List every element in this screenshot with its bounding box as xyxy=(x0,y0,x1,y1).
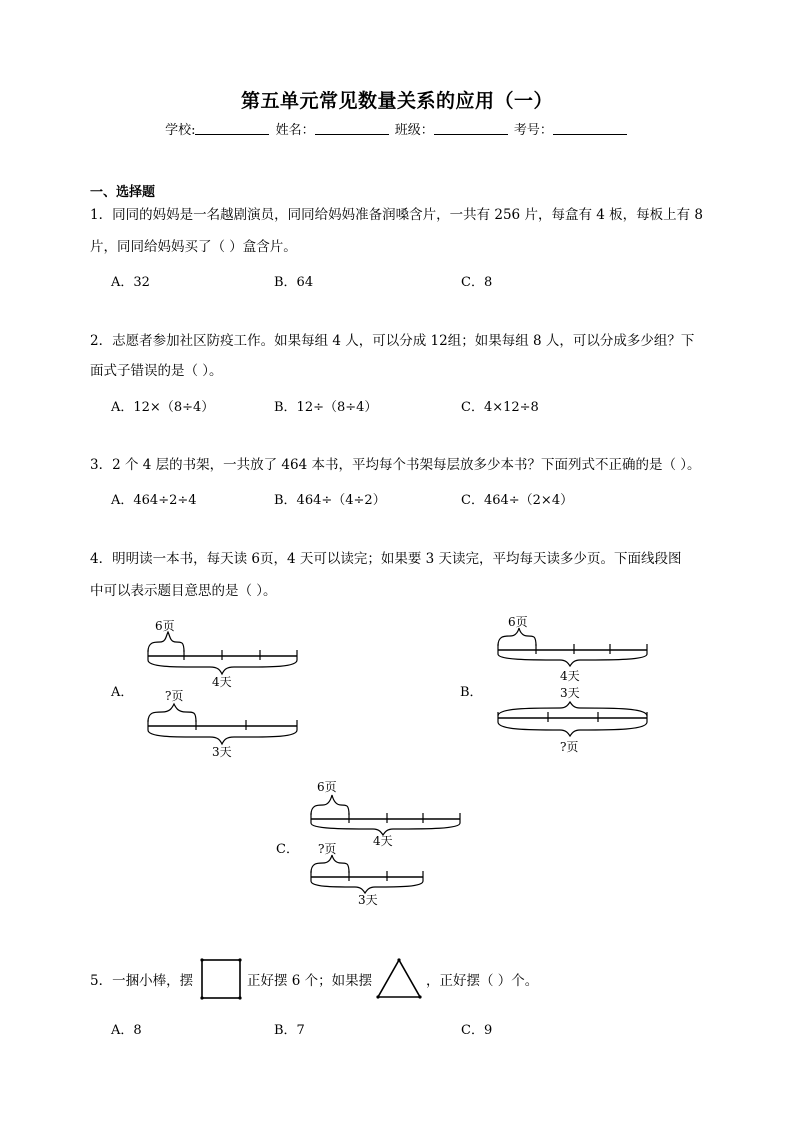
diagram-a-three-days: 3天 xyxy=(212,745,232,759)
square-icon xyxy=(198,957,244,1003)
class-blank[interactable] xyxy=(434,122,508,135)
q5-option-a[interactable]: A．8 xyxy=(111,1023,142,1038)
q5-option-b[interactable]: B．7 xyxy=(274,1023,305,1038)
q1-line1: 1．同同的妈妈是一名越剧演员，同同给妈妈准备润嗓含片，一共有 256 片，每盒有 4 板，每板上有 8 xyxy=(90,207,703,223)
diagram-b-three-days: 3天 xyxy=(560,686,580,700)
diagram-c-three-days: 3天 xyxy=(358,893,378,907)
q5-option-c[interactable]: C．9 xyxy=(461,1023,493,1038)
diagram-a-brace-top xyxy=(148,632,184,652)
q4-diagram-c[interactable] xyxy=(303,773,468,913)
q3-line1: 3．2 个 4 层的书架，一共放了 464 本书，平均每个书架每层放多少本书？下面列式不正确的是（ ）。 xyxy=(90,457,701,473)
diagram-c-six-pages: 6页 xyxy=(317,780,337,794)
q1-option-c[interactable]: C．8 xyxy=(461,275,493,290)
student-info-line xyxy=(0,119,794,138)
name-blank[interactable] xyxy=(315,122,389,135)
diagram-a-four-days: 4天 xyxy=(212,675,232,689)
q5-text-part2: 正好摆 6 个；如果摆 xyxy=(247,973,373,989)
q1-option-a[interactable]: A．32 xyxy=(111,275,150,290)
page-title: 第五单元常见数量关系的应用（一） xyxy=(240,90,553,112)
diagram-a-brace-bottom-top xyxy=(148,660,297,674)
name-label: 姓名： xyxy=(275,123,315,138)
q4-line2: 中可以表示题目意思的是（ ）。 xyxy=(90,583,277,599)
q2-line1: 2．志愿者参加社区防疫工作。如果每组 4 人，可以分成 12组；如果每组 8 人，可以分成多少组？下 xyxy=(90,333,695,349)
q2-line2: 面式子错误的是（ ）。 xyxy=(90,363,223,379)
diagram-c-q-pages: ?页 xyxy=(318,842,337,856)
q4-line1: 4．明明读一本书，每天读 6页，4 天可以读完；如果要 3 天读完，平均每天读多少页。下面线段图 xyxy=(90,551,682,567)
q2-option-c[interactable]: C．4×12÷8 xyxy=(461,400,539,415)
diagram-c-four-days: 4天 xyxy=(373,834,393,848)
q5-text-part1: 5．一捆小棒，摆 xyxy=(90,973,194,989)
diagram-b-q-pages: ?页 xyxy=(560,740,579,754)
triangle-icon xyxy=(374,957,424,1003)
school-blank[interactable] xyxy=(195,122,269,135)
school-label: 学校: xyxy=(165,123,196,138)
q1-option-b[interactable]: B．64 xyxy=(274,275,314,290)
q4-option-b-label[interactable]: B． xyxy=(460,685,483,700)
section-heading: 一、选择题 xyxy=(90,185,156,200)
exam-no-label: 考号： xyxy=(513,123,553,138)
diagram-a-q-pages: ?页 xyxy=(165,689,184,703)
diagram-b-four-days: 4天 xyxy=(560,669,580,683)
exam-no-blank[interactable] xyxy=(553,122,627,135)
q4-diagram-b[interactable] xyxy=(490,608,655,760)
q5-text-part3: ，正好摆（ ）个。 xyxy=(426,973,539,989)
class-label: 班级： xyxy=(394,123,434,138)
diagram-a-six-pages: 6页 xyxy=(155,619,175,633)
q3-option-a[interactable]: A．464÷2÷4 xyxy=(111,493,197,508)
q2-option-a[interactable]: A．12×（8÷4） xyxy=(111,400,215,415)
q1-line2: 片，同同给妈妈买了（ ）盒含片。 xyxy=(90,239,297,255)
q2-option-b[interactable]: B．12÷（8÷4） xyxy=(274,400,378,415)
q4-diagram-a[interactable] xyxy=(140,612,305,762)
q3-option-c[interactable]: C．464÷（2×4） xyxy=(461,493,574,508)
diagram-b-six-pages: 6页 xyxy=(508,615,528,629)
q3-option-b[interactable]: B．464÷（4÷2） xyxy=(274,493,386,508)
q4-option-a-label[interactable]: A． xyxy=(111,685,134,700)
q4-option-c-label[interactable]: C． xyxy=(276,842,299,857)
